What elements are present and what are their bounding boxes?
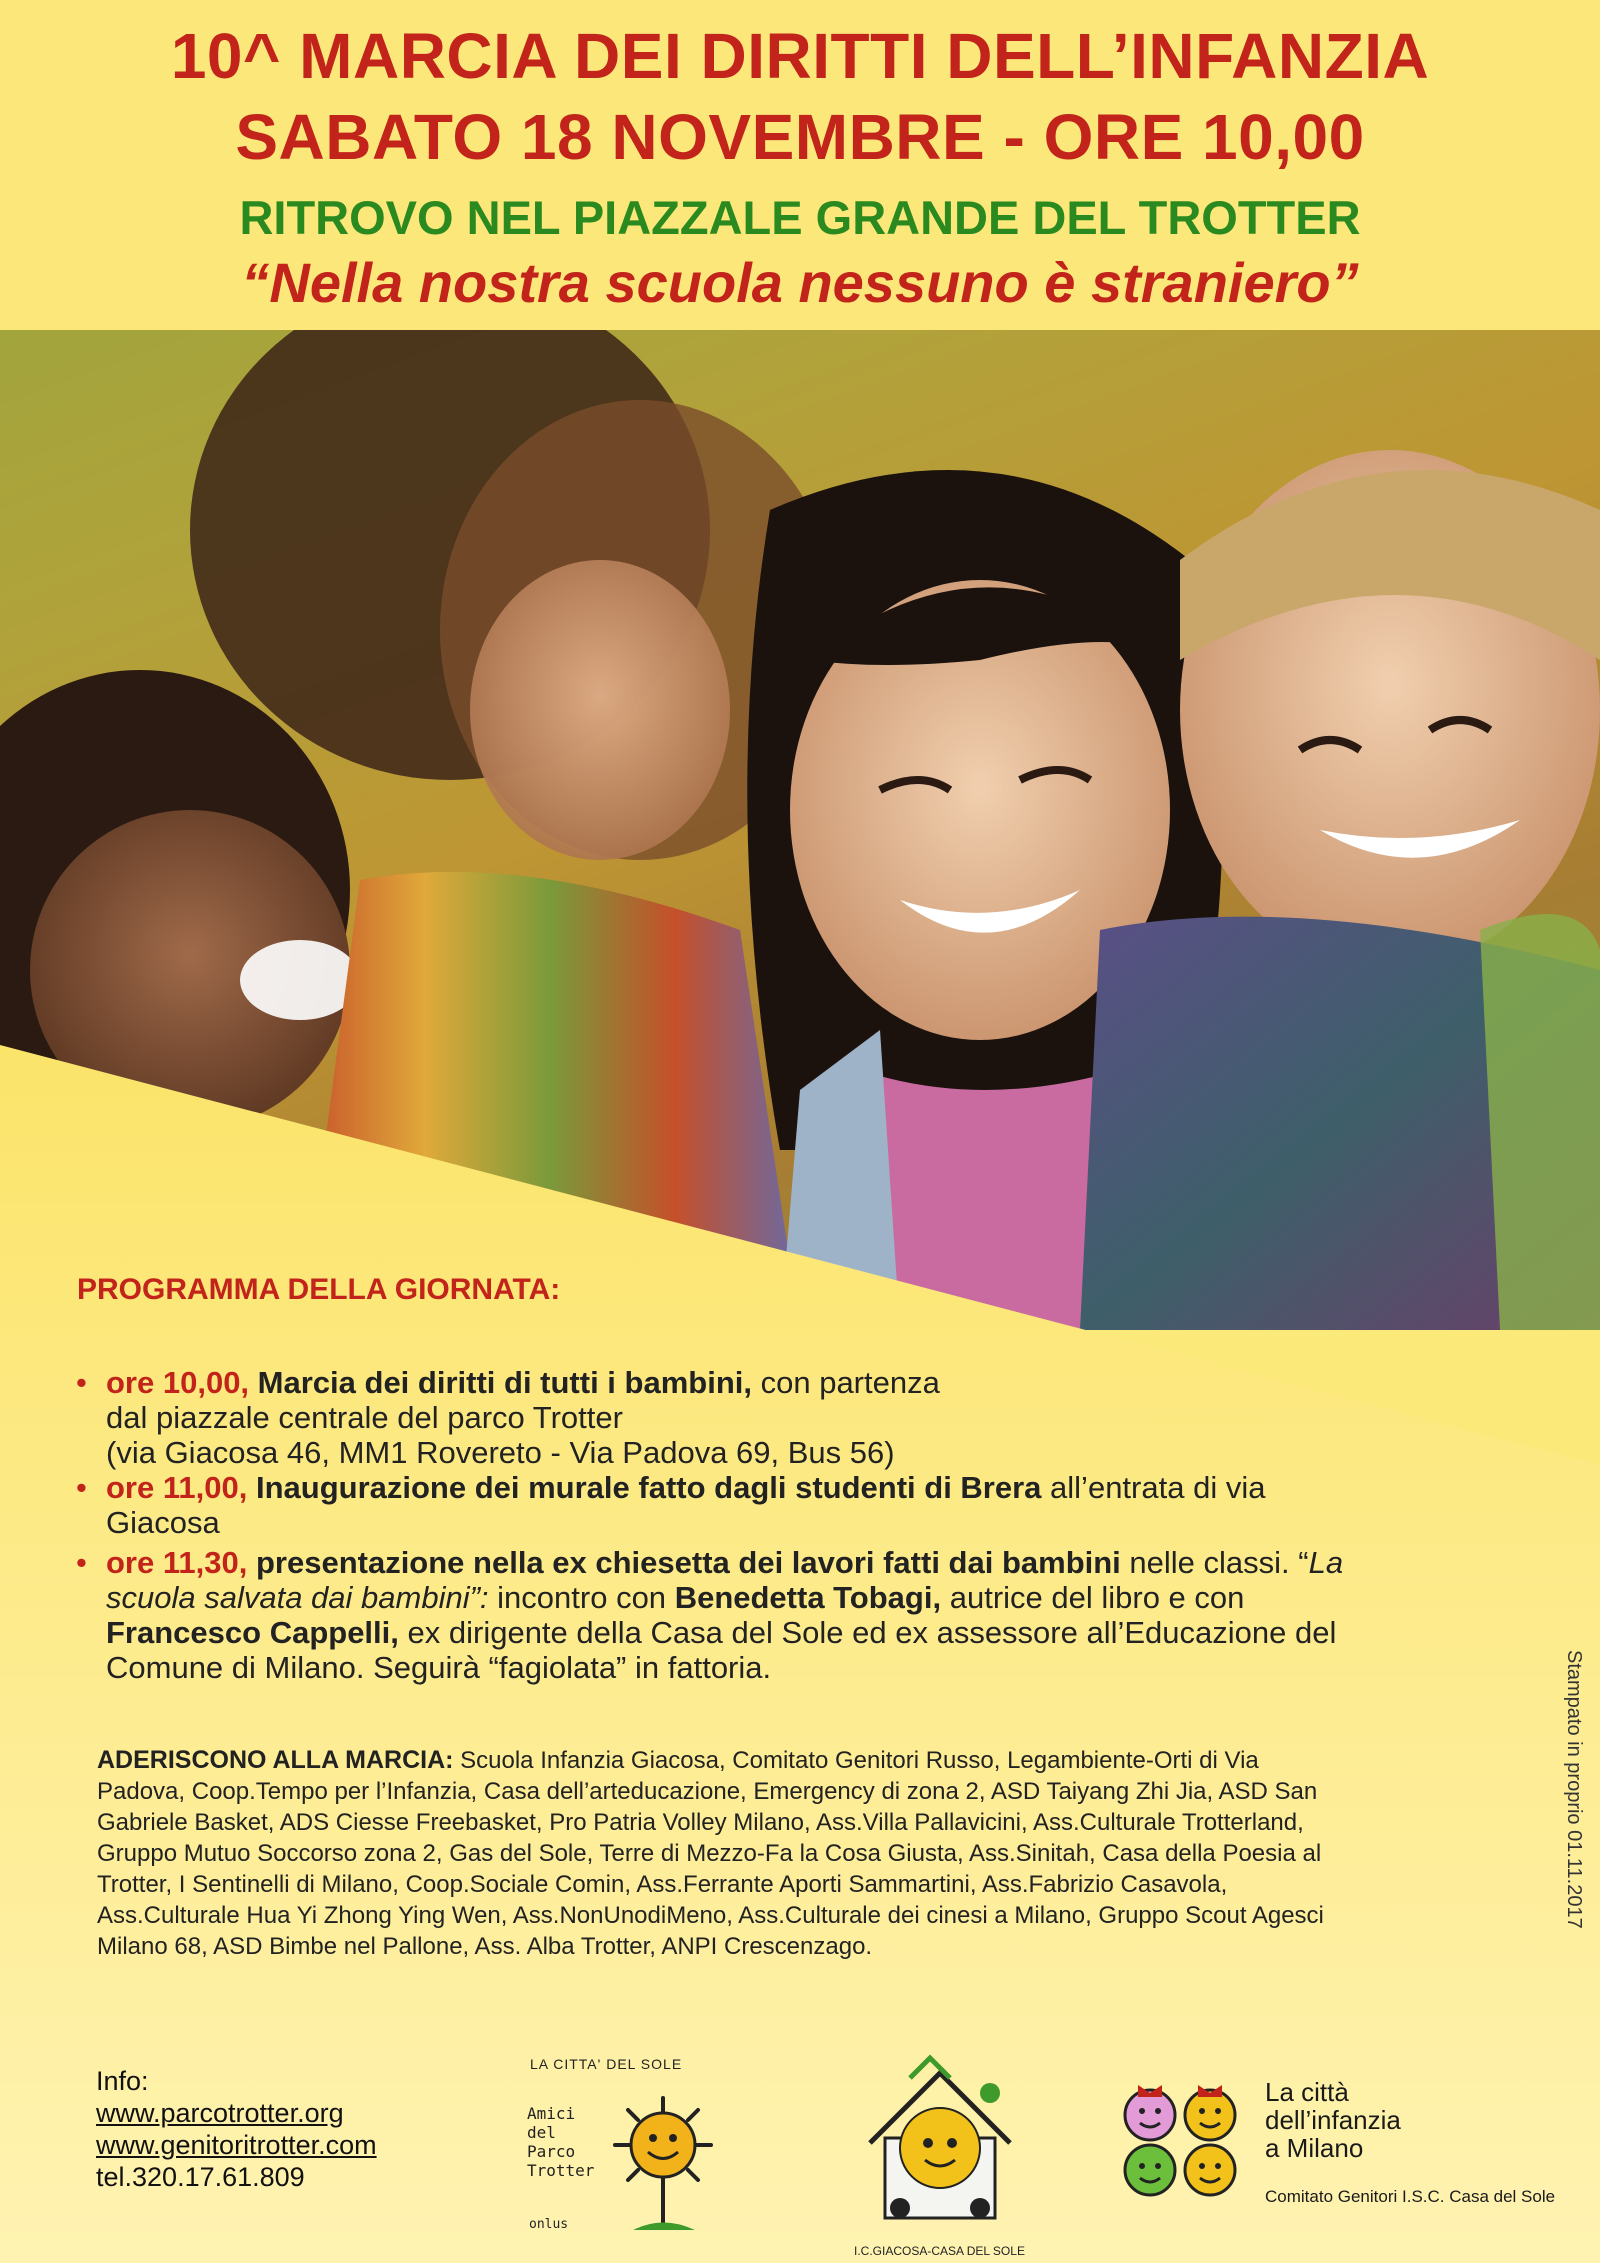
item-time: ore 10,00, [106, 1365, 250, 1400]
logo-side-text [527, 2104, 594, 2180]
logo-name-line: La città [1265, 2077, 1349, 2107]
logo-citta-infanzia [1110, 2075, 1560, 2245]
info-block [96, 2065, 377, 2193]
motto: “Nella nostra scuola nessuno è straniero” [241, 251, 1359, 314]
link-parcotrotter[interactable]: www.parcotrotter.org [96, 2098, 344, 2128]
item-time: ore 11,00, [106, 1470, 248, 1505]
title-line-2: SABATO 18 NOVEMBRE - ORE 10,00 [235, 101, 1365, 173]
item-line: dal piazzale centrale del parco Trotter [106, 1400, 623, 1435]
item-time: ore 11,30, [106, 1545, 248, 1580]
item-text: autrice del libro e con [949, 1580, 1245, 1615]
logo-amici-parco-trotter [525, 2050, 725, 2250]
book-title: scuola salvata dai bambini”: [106, 1580, 489, 1615]
adherents [97, 1745, 1507, 1962]
item-text: ex dirigente della Casa del Sole ed ex assessore all’Educazione del [407, 1615, 1337, 1650]
logo-name-line: dell’infanzia [1265, 2105, 1401, 2135]
logo-side-line: Amici [527, 2104, 576, 2123]
item-text: Comune di Milano. Seguirà “fagiolata” in fattoria. [106, 1650, 772, 1685]
adherents-lead: ADERISCONO ALLA MARCIA: [97, 1746, 454, 1774]
speaker-name: Francesco Cappelli, [106, 1615, 399, 1650]
item-text: nelle classi. “ [1129, 1545, 1309, 1580]
bullet: • [76, 1545, 87, 1580]
adherents-line: Milano 68, ASD Bimbe nel Pallone, Ass. Alba Trotter, ANPI Crescenzago. [97, 1933, 873, 1960]
logo-subtitle: Comitato Genitori I.S.C. Casa del Sole [1265, 2187, 1556, 2206]
smiley-faces-icon [1110, 2075, 1260, 2200]
adherents-line: Trotter, I Sentinelli di Milano, Coop.Sociale Comin, Ass.Ferrante Aporti Sammartini, Ass.Fabrizio Casavola, [97, 1871, 1228, 1898]
printed-note [1555, 1650, 1591, 2030]
book-title: La [1308, 1545, 1344, 1580]
speaker-name: Benedetta Tobagi, [674, 1580, 942, 1615]
logo-caption: LA CITTA' DEL SOLE [530, 2056, 683, 2072]
adherents-line: Gabriele Basket, ADS Ciesse Freebasket, Pro Patria Volley Milano, Ass.Villa Pallavicini, Ass.Culturale Trotterland, [97, 1809, 1304, 1836]
house-icon [840, 2048, 1040, 2238]
bullet: • [76, 1365, 87, 1400]
item-line: (via Giacosa 46, MM1 Rovereto - Via Padova 69, Bus 56) [106, 1435, 895, 1470]
adherents-line: Gruppo Mutuo Soccorso zona 2, Gas del Sole, Terre di Mezzo-Fa la Cosa Giusta, Ass.Sinitah, Casa della Poesia al [97, 1840, 1322, 1867]
item-bold: presentazione nella ex chiesetta dei lavori fatti dai bambini [255, 1545, 1121, 1580]
program-item-2 [78, 1470, 1518, 1540]
adherents-line: Scuola Infanzia Giacosa, Comitato Genitori Russo, Legambiente-Orti di Via [460, 1747, 1259, 1774]
item-text: all’entrata di via [1050, 1470, 1266, 1505]
logo-name [1265, 2078, 1401, 2162]
logo-name-line: a Milano [1265, 2133, 1364, 2163]
logo-onlus: onlus [529, 2217, 569, 2232]
logo-ic-giacosa [840, 2048, 1040, 2258]
info-label: Info: [96, 2066, 149, 2096]
program-item-1 [78, 1365, 1518, 1470]
adherents-line: Padova, Coop.Tempo per l’Infanzia, Casa dell’arteducazione, Emergency di zona 2, ASD Taiyang Zhi Jia, ASD San [97, 1778, 1318, 1805]
phone-number: tel.320.17.61.809 [96, 2162, 305, 2192]
logo-side-line: Parco [527, 2142, 576, 2161]
item-bold: Marcia dei diritti di tutti i bambini, [257, 1365, 752, 1400]
meeting-point: RITROVO NEL PIAZZALE GRANDE DEL TROTTER [239, 191, 1361, 244]
program-item-3 [78, 1545, 1518, 1685]
adherents-line: Ass.Culturale Hua Yi Zhong Ying Wen, Ass.NonUnodiMeno, Ass.Culturale dei cinesi a Milano, Gruppo Scout Agesci [97, 1902, 1324, 1929]
item-text: incontro con [497, 1580, 667, 1615]
item-bold: Inaugurazione dei murale fatto dagli studenti di Brera [255, 1470, 1042, 1505]
logo-side-line: Trotter [527, 2161, 595, 2180]
link-genitoritrotter[interactable]: www.genitoritrotter.com [96, 2130, 377, 2160]
printed-note-text: Stampato in proprio 01.11.2017 [1563, 1650, 1585, 1929]
item-text: con partenza [760, 1365, 940, 1400]
item-line: Giacosa [106, 1505, 220, 1540]
sun-icon [603, 2090, 723, 2240]
bullet: • [76, 1470, 87, 1505]
logo-caption: I.C.GIACOSA-CASA DEL SOLE [854, 2244, 1025, 2258]
title-line-1: 10^ MARCIA DEI DIRITTI DELL’INFANZIA [170, 20, 1430, 92]
program-title: PROGRAMMA DELLA GIORNATA: [77, 1273, 561, 1306]
logo-side-line: del [527, 2123, 556, 2142]
